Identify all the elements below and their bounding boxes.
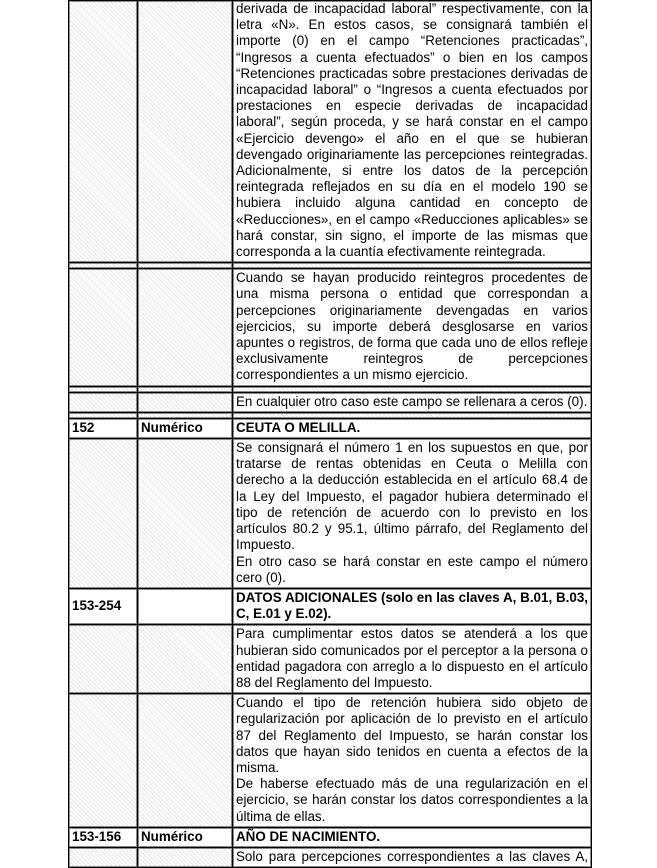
type-cell: Numérico	[138, 827, 233, 847]
type-cell: Numérico	[138, 418, 233, 438]
position-cell	[69, 439, 138, 589]
position-cell: 153-156	[69, 827, 138, 847]
table-row	[69, 588, 592, 624]
field-title: DATOS ADICIONALES (solo en las claves A, B.01, B.03, C, E.01 y E.02).	[233, 588, 592, 624]
table-row	[69, 1, 592, 263]
table-row	[69, 418, 592, 438]
table-row	[69, 625, 592, 694]
type-cell	[138, 392, 233, 412]
position-cell	[69, 847, 138, 867]
description-cell: Cuando se hayan producido reintegros procedentes de una misma persona o entidad que correspondan a percepciones originariamente devengadas en varios ejercicios, su importe deberá desglosarse en varios apuntes o registros, de forma que cada uno de ellos refleje exclusivamente reintegros de percepciones correspondientes a un mismo ejercicio.	[233, 269, 592, 386]
position-cell: 152	[69, 418, 138, 438]
description-cell: En cualquier otro caso este campo se rellenara a ceros (0).	[233, 392, 592, 412]
table-row	[69, 439, 592, 589]
paragraph: Se consignará el número 1 en los supuestos en que, por tratarse de rentas obtenidas en Ceuta o Melilla con derecho a la deducción establecida en el artículo 68.4 de la Ley del Impuesto, el pagador hubiera determinado el tipo de retención de acuerdo con lo previsto en los artículos 80.2 y 95.1, último párrafo, del Reglamento del Impuesto.	[236, 440, 588, 553]
field-title: CEUTA O MELILLA.	[233, 418, 592, 438]
paragraph: Cuando el tipo de retención hubiera sido objeto de regularización por aplicación de lo previsto en el artículo 87 del Reglamento del Impuesto, se harán constar los datos que hayan sido tenidos en cuenta a efectos de la misma.	[236, 695, 588, 775]
table-row	[69, 269, 592, 386]
paragraph: En otro caso se hará constar en este campo el número cero (0).	[236, 553, 588, 585]
table-row	[69, 827, 592, 847]
paragraph: De haberse efectuado más de una regularización en el ejercicio, se harán constar los datos correspondientes a la última de ellas.	[236, 776, 588, 824]
type-cell	[138, 1, 233, 263]
description-cell: Solo para percepciones correspondientes a las claves A,	[233, 847, 592, 867]
type-cell	[138, 625, 233, 694]
position-cell	[69, 625, 138, 694]
description-cell: derivada de incapacidad laboral” respectivamente, con la letra «N». En estos casos, se consignará también el importe (0) en el campo “Retenciones practicadas”, “Ingresos a cuenta efectuados” o bien en los campos “Retenciones practicadas sobre prestaciones derivadas de incapacidad laboral” o “Ingresos a cuenta efectuados por prestaciones en especie derivadas de incapacidad laboral”, según proceda, y se hará constar en el campo «Ejercicio devengo» el año en el que se hubieran devengado originariamente las percepciones reintegradas. Adicionalmente, si entre los datos de la percepción reintegrada reflejados en su día en el modelo 190 se hubiera incluido alguna cantidad en concepto de «Reducciones», en el campo «Reducciones aplicables» se hará constar, sin signo, el importe de las mismas que corresponda a la cuantía efectivamente reintegrada.	[233, 1, 592, 263]
field-title: AÑO DE NACIMIENTO.	[233, 827, 592, 847]
type-cell	[138, 439, 233, 589]
position-cell	[69, 1, 138, 263]
position-cell	[69, 392, 138, 412]
position-cell: 153-254	[69, 588, 138, 624]
table-row	[69, 392, 592, 412]
table-row	[69, 694, 592, 828]
type-cell	[138, 269, 233, 386]
position-cell	[69, 269, 138, 386]
field-spec-table	[68, 0, 592, 868]
description-cell	[233, 439, 592, 589]
type-cell	[138, 588, 233, 624]
position-cell	[69, 694, 138, 828]
document-page	[68, 0, 591, 868]
description-cell	[233, 694, 592, 828]
description-cell: Para cumplimentar estos datos se atenderá a los que hubieran sido comunicados por el perceptor a la persona o entidad pagadora con arreglo a lo dispuesto en el artículo 88 del Reglamento del Impuesto.	[233, 625, 592, 694]
type-cell	[138, 694, 233, 828]
type-cell	[138, 847, 233, 867]
table-row	[69, 847, 592, 867]
